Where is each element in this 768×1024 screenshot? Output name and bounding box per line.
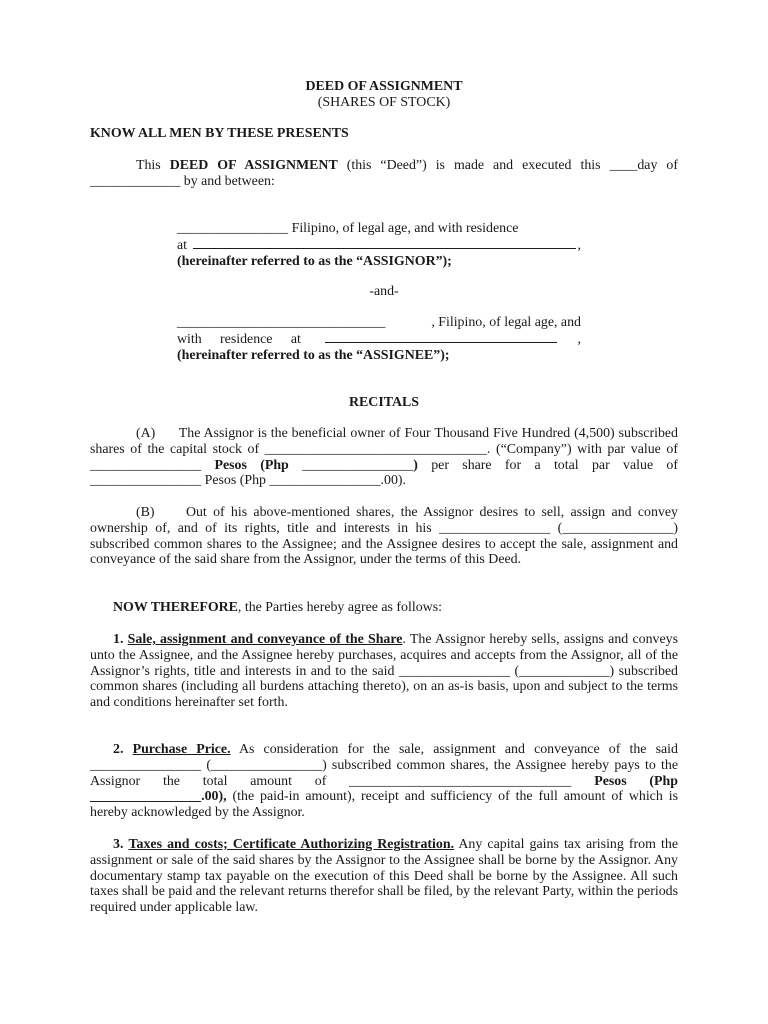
assignee-residence-line [177, 331, 581, 348]
intro-text-c: (this “Deed”) is made and executed this ____day of _____________ by and between: [90, 158, 678, 189]
section-2 [90, 742, 678, 821]
now-therefore-bold: NOW THEREFORE [113, 600, 238, 615]
assignee-residence-blank [325, 331, 557, 343]
section-3-heading: Taxes and costs; Certificate Authorizing Registration. [128, 837, 455, 852]
assignor-end-comma: , [577, 237, 581, 253]
recitals-heading: RECITALS [349, 395, 419, 410]
recital-a [90, 426, 678, 489]
document-title: DEED OF ASSIGNMENT [305, 79, 463, 94]
section-1-heading: Sale, assignment and conveyance of the Share [127, 632, 403, 647]
section-2-heading: Purchase Price. [132, 742, 231, 757]
section-2-pesos: Pesos (Php ________________.00), [90, 773, 678, 805]
assignor-residence-line [177, 237, 581, 254]
now-therefore-paragraph [90, 600, 678, 616]
and-separator: -and- [369, 284, 399, 299]
assignee-line-1 [177, 315, 581, 331]
section-2-number: 2. [113, 742, 124, 757]
assignee-line-1-text: , Filipino, of legal age, and [431, 315, 581, 330]
section-3-number: 3. [113, 837, 124, 852]
section-1-body: . The Assignor hereby sells, assigns and conveys unto the Assignee, and the Assignee hereby purchases, acquires and accepts from the Assignor, all of the Assignor’s rights, title and interests in and to the said ________________ (_____________) subscribed common shares (including all burdens attaching thereto), on an as-is basis, upon and subject to the terms and conditions hereinafter set forth. [90, 632, 678, 711]
now-therefore-text: , the Parties hereby agree as follows: [237, 600, 442, 615]
assignor-line-1: ________________ Filipino, of legal age, and with residence [177, 221, 519, 236]
assignee-reference: (hereinafter referred to as the “ASSIGNEE”); [177, 347, 450, 363]
assignor-block [177, 221, 581, 269]
document-subtitle: (SHARES OF STOCK) [317, 95, 451, 110]
intro-text-a: This [136, 158, 170, 173]
recital-a-text-5: per share for a total par value of ________________ Pesos (Php ________________.00). [90, 457, 679, 489]
section-3-body: Any capital gains tax arising from the assignment or sale of the said shares by the Assignor to the Assignee shall be borne by the Assignor. Any documentary stamp tax payable on the execution of this Deed shall be borne by the Assignee. All such taxes shall be paid and the relevant returns therefor shall be filed, by the relevant Party, within the periods required under applicable law. [90, 837, 678, 916]
recital-a-text-3: ________________ [288, 457, 414, 473]
assignee-end-comma: , [577, 331, 581, 347]
section-3 [90, 837, 678, 916]
assignee-name-blank: ______________________________ [177, 315, 386, 330]
intro-text-deed: DEED OF ASSIGNMENT [169, 158, 338, 173]
section-2-body-1: As consideration for the sale, assignment and conveyance of the said ________________ (________________) subscribed common shares, the Assignee hereby pays to the Assignor the total amount of ________________________________ [90, 742, 678, 789]
assignee-residence: residence [220, 331, 273, 347]
assignee-block [177, 315, 581, 363]
recital-b: (B) Out of his above-mentioned shares, the Assignor desires to sell, assign and convey ownership of, and of its rights, title and interests in his ________________ (________________) subscribed common shares to the Assignee; and the Assignee desires to accept the sale, assignment and conveyance of the said share from the Assignor, under the terms of this Deed. [90, 505, 678, 568]
assignee-with: with [177, 331, 202, 347]
know-all-heading: KNOW ALL MEN BY THESE PRESENTS [90, 126, 349, 141]
recital-a-text-1: (A) The Assignor is the beneficial owner of Four Thousand Five Hundred (4,500) subscribed shares of the capital stock of ________________________________. (“Company”) with par value of ________________ [90, 426, 678, 473]
intro-paragraph [90, 158, 678, 190]
section-1 [90, 632, 678, 711]
recital-a-pesos: Pesos (Php [214, 457, 289, 473]
recital-a-paren: ) [413, 457, 418, 473]
assignor-reference: (hereinafter referred to as the “ASSIGNOR”); [177, 253, 452, 269]
assignor-residence-blank [193, 237, 575, 249]
assignor-at-label: at [177, 237, 188, 253]
section-1-number: 1. [113, 632, 124, 647]
section-2-body-2: (the paid-in amount), receipt and sufficiency of the full amount of which is hereby acknowledged by the Assignor. [90, 789, 678, 821]
assignee-at: at [290, 331, 301, 347]
